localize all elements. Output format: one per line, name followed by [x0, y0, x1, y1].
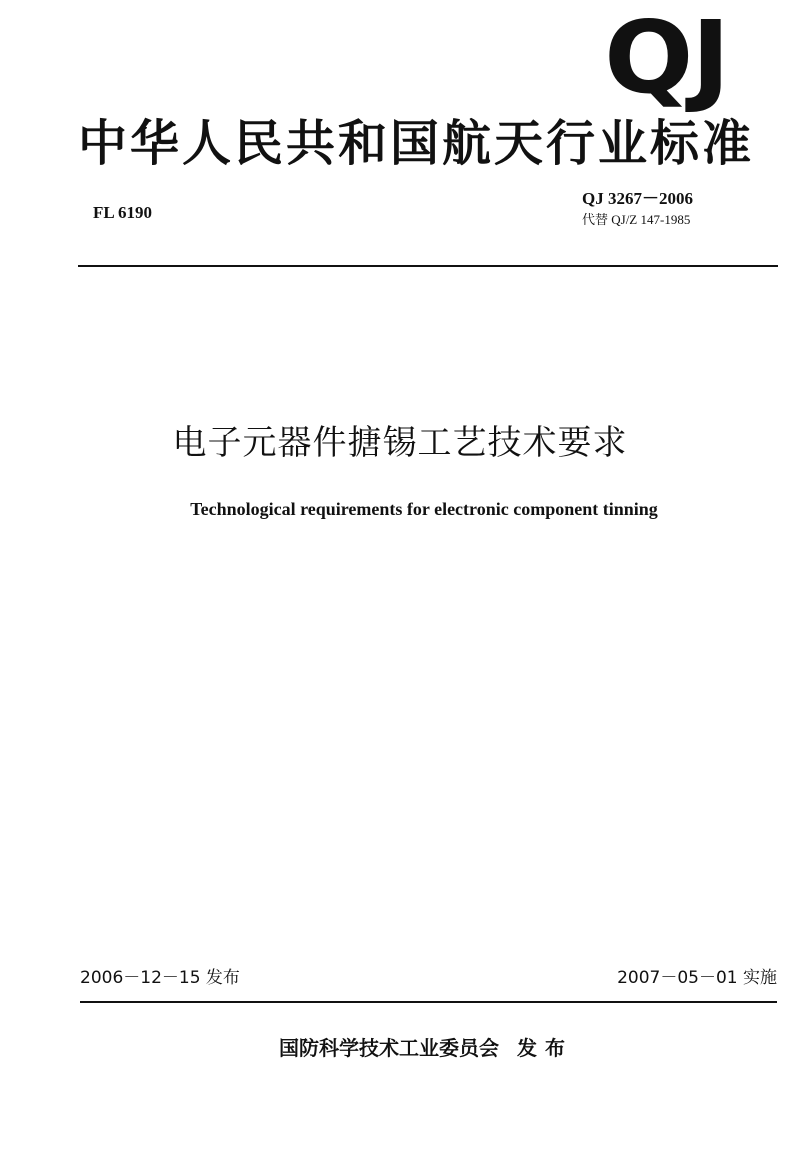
replaces-note: 代替 QJ/Z 147-1985: [582, 212, 691, 227]
standard-number-block: [582, 188, 762, 230]
standard-number: QJ 3267－2006: [582, 189, 693, 208]
footer-divider: [80, 1001, 777, 1003]
issue-date: 2006－12－15 发布: [80, 968, 240, 988]
header-divider: [78, 265, 778, 267]
standard-category-title: 中华人民共和国航天行业标准: [78, 115, 755, 172]
classification-code: FL 6190: [93, 203, 153, 222]
publisher-name: 国防科学技术工业委员会: [279, 1036, 499, 1060]
document-title-english: Technological requirements for electronic component tinning: [190, 499, 658, 519]
qj-logo: QJ: [603, 0, 728, 116]
document-title-chinese: 电子元器件搪锡工艺技术要求: [172, 423, 628, 463]
publish-action: 发布: [517, 1036, 573, 1060]
implementation-date: 2007－05－01 实施: [617, 968, 777, 988]
publisher-line: [0, 1034, 800, 1062]
